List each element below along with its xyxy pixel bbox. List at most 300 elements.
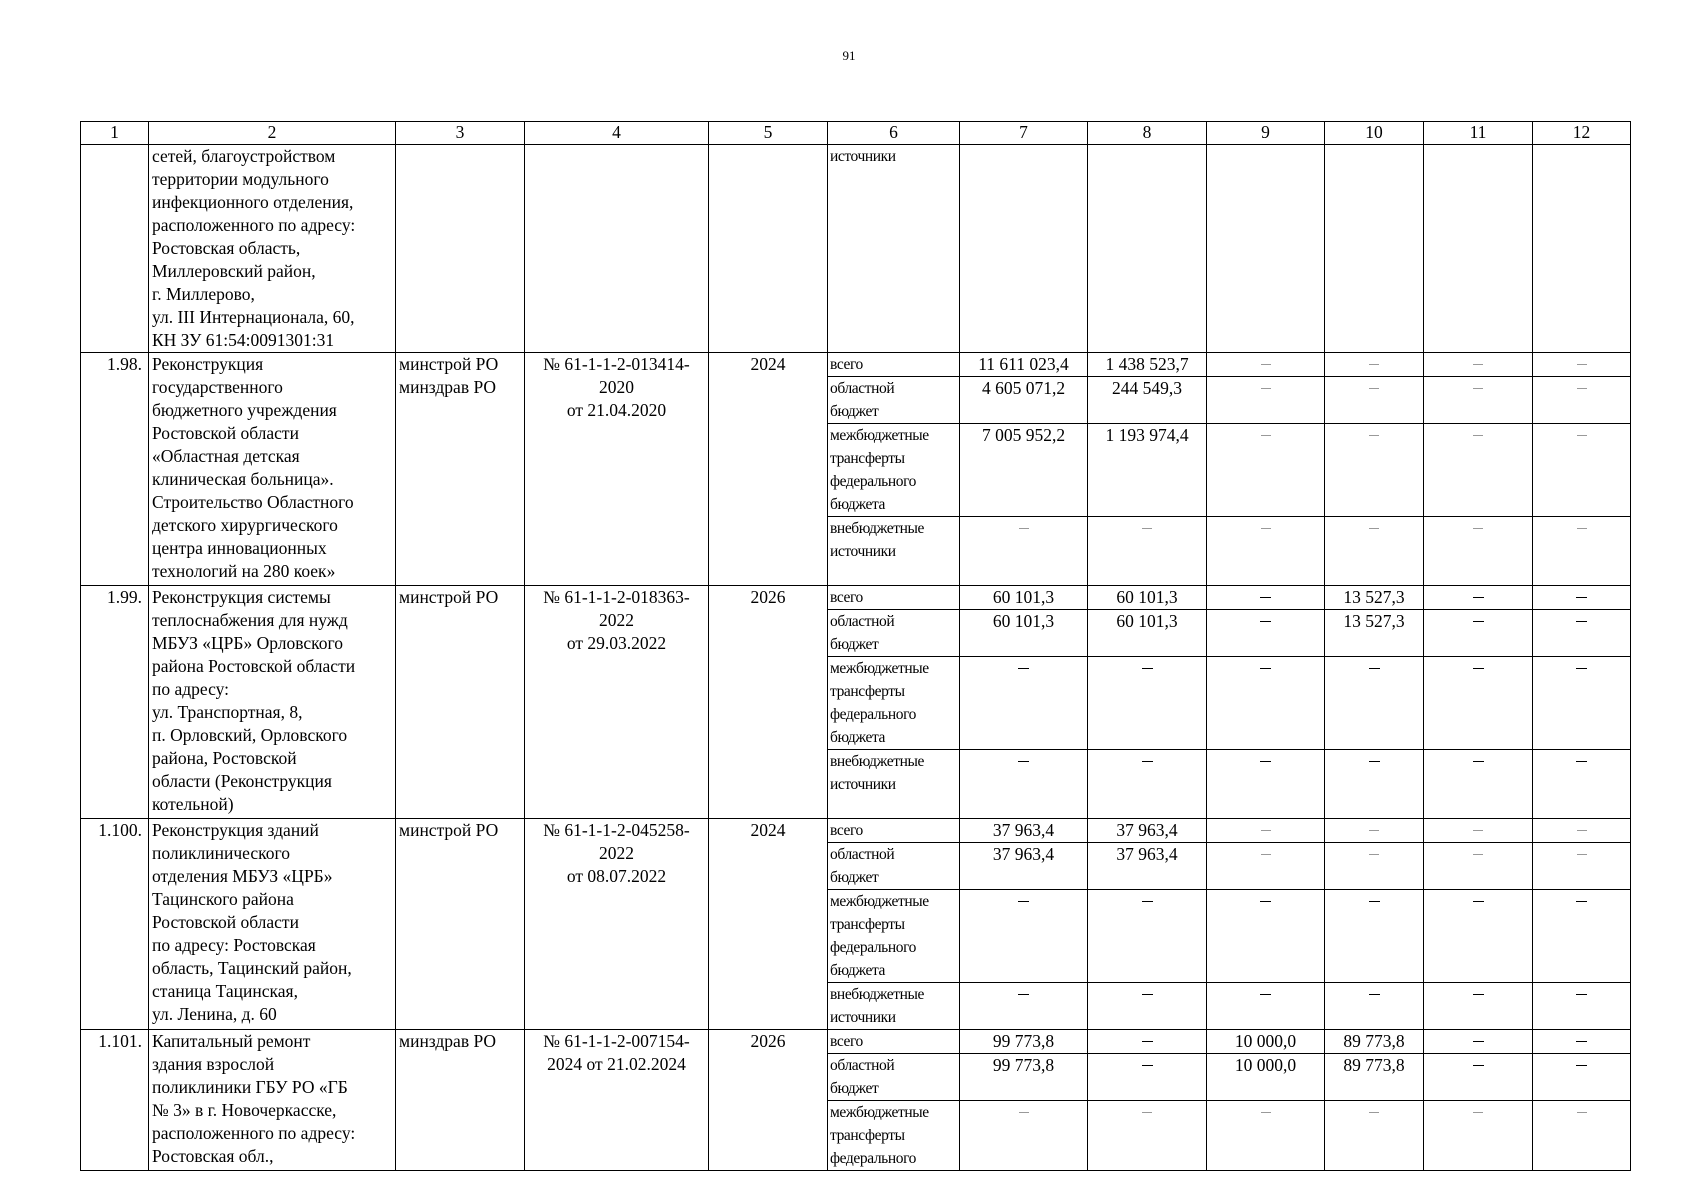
dash-mark (1261, 854, 1271, 855)
text-line: Ростовской области (152, 912, 299, 932)
text-line: бюджет (830, 636, 879, 653)
value-cell (960, 750, 1088, 819)
value-cell: 89 773,8 (1325, 1030, 1424, 1054)
value-cell (1207, 517, 1325, 586)
source (828, 586, 960, 610)
dash-mark (1142, 528, 1152, 529)
financing-table (80, 121, 1631, 1171)
document (525, 353, 709, 586)
text-line: территории модульного (152, 169, 329, 189)
value-cell: 1 438 523,7 (1088, 353, 1207, 377)
value-cell (1424, 657, 1533, 750)
text-line: государственного (152, 377, 283, 397)
value-cell (1088, 1030, 1207, 1054)
value-cell (1533, 353, 1631, 377)
text-line: по адресу: (152, 679, 230, 699)
header-cell: 5 (709, 122, 828, 145)
continuation-row (81, 145, 1631, 353)
value-cell: 60 101,3 (960, 586, 1088, 610)
customer (396, 145, 525, 353)
value-cell: 37 963,4 (960, 843, 1088, 890)
text-line: трансферты (830, 683, 905, 700)
dash-mark (1369, 830, 1379, 831)
value-cell (1207, 610, 1325, 657)
dash-mark (1577, 435, 1587, 436)
dash-mark (1142, 1065, 1153, 1066)
text-line: источники (830, 776, 896, 793)
text-line: расположенного по адресу: (152, 1123, 356, 1143)
value-cell: 37 963,4 (1088, 843, 1207, 890)
text-line: трансферты (830, 916, 905, 933)
dash-mark (1260, 621, 1271, 622)
dash-mark (1142, 668, 1153, 669)
source (828, 750, 960, 819)
text-line: трансферты (830, 450, 905, 467)
dash-mark (1576, 1041, 1587, 1042)
dash-mark (1369, 854, 1379, 855)
text-line: областной (830, 380, 895, 397)
text-line: сетей, благоустройством (152, 146, 336, 166)
source (828, 353, 960, 377)
text-line: района, Ростовской (152, 748, 297, 768)
text-line: источники (830, 543, 896, 560)
text-line: межбюджетные (830, 660, 929, 677)
text-line: минстрой РО (399, 587, 499, 607)
text-line: поликлиники ГБУ РО «ГБ (152, 1077, 348, 1097)
value-cell (1088, 1101, 1207, 1171)
dash-mark (1473, 668, 1484, 669)
text-line: станица Тацинская, (152, 981, 298, 1001)
text-line: Реконструкция системы (152, 587, 331, 607)
value-cell (1325, 750, 1424, 819)
year (709, 145, 828, 353)
text-line: Ростовская область, (152, 238, 301, 258)
dash-mark (1260, 761, 1271, 762)
row-number (81, 145, 149, 353)
text-line: № 61-1-1-2-007154- (543, 1031, 690, 1051)
value-cell (960, 890, 1088, 983)
value-cell: 13 527,3 (1325, 610, 1424, 657)
text-line: г. Миллерово, (152, 284, 255, 304)
value-cell (1424, 1054, 1533, 1101)
value-cell (1325, 377, 1424, 424)
value-cell (1424, 586, 1533, 610)
value-cell: 37 963,4 (960, 819, 1088, 843)
dash-mark (1576, 901, 1587, 902)
dash-mark (1142, 994, 1153, 995)
dash-mark (1576, 597, 1587, 598)
dash-mark (1473, 830, 1483, 831)
text-line: областной (830, 613, 895, 630)
dash-mark (1018, 901, 1029, 902)
source (828, 890, 960, 983)
year: 2024 (709, 819, 828, 1030)
value-cell: 10 000,0 (1207, 1030, 1325, 1054)
text-line: ул. III Интернационала, 60, (152, 307, 355, 327)
dash-mark (1261, 528, 1271, 529)
header-cell: 2 (149, 122, 396, 145)
document (525, 586, 709, 819)
dash-mark (1473, 901, 1484, 902)
value-cell (1325, 843, 1424, 890)
value-cell (1088, 750, 1207, 819)
value-cell (1533, 1030, 1631, 1054)
object-name (149, 145, 396, 353)
value-cell (1533, 983, 1631, 1030)
customer (396, 819, 525, 1030)
dash-mark (1019, 1112, 1029, 1113)
value-cell: 89 773,8 (1325, 1054, 1424, 1101)
header-cell: 9 (1207, 122, 1325, 145)
text-line: трансферты (830, 1127, 905, 1144)
value-cell (960, 657, 1088, 750)
dash-mark (1142, 901, 1153, 902)
dash-mark (1018, 994, 1029, 995)
text-line: Ростовская обл., (152, 1146, 274, 1166)
header-cell: 7 (960, 122, 1088, 145)
value-cell (1424, 1030, 1533, 1054)
text-line: бюджета (830, 962, 885, 979)
header-cell: 4 (525, 122, 709, 145)
text-line: Капитальный ремонт (152, 1031, 311, 1051)
header-cell: 6 (828, 122, 960, 145)
source (828, 377, 960, 424)
dash-mark (1473, 621, 1484, 622)
value-cell (1207, 657, 1325, 750)
value-cell (1207, 819, 1325, 843)
source (828, 424, 960, 517)
value-cell: 11 611 023,4 (960, 353, 1088, 377)
document (525, 1030, 709, 1171)
value-cell (1088, 983, 1207, 1030)
dash-mark (1577, 528, 1587, 529)
object-name (149, 819, 396, 1030)
text-line: района Ростовской области (152, 656, 356, 676)
text-line: всего (830, 589, 863, 606)
text-line: № 61-1-1-2-018363- (543, 587, 690, 607)
dash-mark (1577, 1112, 1587, 1113)
text-line: от 29.03.2022 (566, 633, 667, 653)
value-cell (1533, 1101, 1631, 1171)
value-cell (1088, 890, 1207, 983)
text-line: 2020 (599, 377, 634, 397)
dash-mark (1473, 854, 1483, 855)
year: 2026 (709, 1030, 828, 1171)
value-cell (1325, 819, 1424, 843)
dash-mark (1473, 761, 1484, 762)
dash-mark (1473, 388, 1483, 389)
text-line: бюджета (830, 496, 885, 513)
dash-mark (1261, 1112, 1271, 1113)
value-cell (1207, 750, 1325, 819)
value-cell (1424, 610, 1533, 657)
customer (396, 1030, 525, 1171)
dash-mark (1261, 435, 1271, 436)
value-cell (1533, 610, 1631, 657)
value-cell (1424, 843, 1533, 890)
dash-mark (1473, 1065, 1484, 1066)
text-line: отделения МБУЗ «ЦРБ» (152, 866, 333, 886)
value-cell (1088, 657, 1207, 750)
dash-mark (1261, 364, 1271, 365)
value-cell (1325, 424, 1424, 517)
text-line: п. Орловский, Орловского (152, 725, 348, 745)
row-number: 1.101. (81, 1030, 149, 1171)
text-line: от 21.04.2020 (566, 400, 667, 420)
text-line: технологий на 280 коек» (152, 561, 336, 581)
text-line: клиническая больница». (152, 469, 334, 489)
dash-mark (1018, 668, 1029, 669)
header-cell: 12 (1533, 122, 1631, 145)
value-cell: 4 605 071,2 (960, 377, 1088, 424)
value-cell (1533, 657, 1631, 750)
value-cell (1533, 586, 1631, 610)
value-cell (1325, 145, 1424, 353)
dash-mark (1577, 854, 1587, 855)
value-cell (1088, 1054, 1207, 1101)
page-number: 91 (842, 48, 856, 63)
text-line: межбюджетные (830, 1104, 929, 1121)
text-line: детского хирургического (152, 515, 338, 535)
value-cell (1325, 890, 1424, 983)
value-cell (1533, 145, 1631, 353)
text-line: межбюджетные (830, 893, 929, 910)
text-line: от 08.07.2022 (566, 866, 667, 886)
text-line: 2024 от 21.02.2024 (547, 1054, 686, 1074)
text-line: источники (830, 148, 896, 165)
financing-row (81, 1030, 1631, 1054)
text-line: минздрав РО (399, 377, 497, 397)
text-line: «Областная детская (152, 446, 300, 466)
text-line: Реконструкция зданий (152, 820, 319, 840)
value-cell (1533, 750, 1631, 819)
dash-mark (1473, 435, 1483, 436)
source (828, 517, 960, 586)
value-cell: 60 101,3 (960, 610, 1088, 657)
text-line: МБУЗ «ЦРБ» Орловского (152, 633, 344, 653)
object-name (149, 1030, 396, 1171)
value-cell (1424, 517, 1533, 586)
value-cell (1325, 983, 1424, 1030)
text-line: федерального (830, 1150, 917, 1167)
text-line: Ростовской области (152, 423, 299, 443)
value-cell (1207, 377, 1325, 424)
header-cell: 10 (1325, 122, 1424, 145)
text-line: всего (830, 822, 863, 839)
value-cell: 99 773,8 (960, 1030, 1088, 1054)
year: 2026 (709, 586, 828, 819)
value-cell (1424, 353, 1533, 377)
value-cell: 244 549,3 (1088, 377, 1207, 424)
text-line: котельной) (152, 794, 234, 814)
financing-row (81, 353, 1631, 377)
dash-mark (1369, 528, 1379, 529)
source (828, 1101, 960, 1171)
value-cell (1533, 890, 1631, 983)
text-line: здания взрослой (152, 1054, 275, 1074)
header-cell: 3 (396, 122, 525, 145)
value-cell (1424, 890, 1533, 983)
value-cell: 1 193 974,4 (1088, 424, 1207, 517)
text-line: внебюджетные (830, 986, 925, 1003)
text-line: источники (830, 1009, 896, 1026)
value-cell (1424, 424, 1533, 517)
dash-mark (1576, 994, 1587, 995)
object-name (149, 353, 396, 586)
text-line: по адресу: Ростовская (152, 935, 316, 955)
value-cell (1325, 1101, 1424, 1171)
dash-mark (1473, 528, 1483, 529)
dash-mark (1369, 435, 1379, 436)
text-line: область, Тацинский район, (152, 958, 352, 978)
value-cell: 37 963,4 (1088, 819, 1207, 843)
customer (396, 353, 525, 586)
dash-mark (1260, 668, 1271, 669)
text-line: внебюджетные (830, 753, 925, 770)
text-line: Миллеровский район, (152, 261, 316, 281)
value-cell (1088, 517, 1207, 586)
text-line: областной (830, 1057, 895, 1074)
dash-mark (1369, 901, 1380, 902)
value-cell (960, 517, 1088, 586)
text-line: ул. Транспортная, 8, (152, 702, 303, 722)
text-line: всего (830, 1033, 863, 1050)
document (525, 145, 709, 353)
dash-mark (1473, 1112, 1483, 1113)
value-cell (1533, 819, 1631, 843)
value-cell: 60 101,3 (1088, 586, 1207, 610)
value-cell (1424, 819, 1533, 843)
text-line: Тацинского района (152, 889, 294, 909)
value-cell (960, 145, 1088, 353)
text-line: Реконструкция (152, 354, 264, 374)
text-line: КН ЗУ 61:54:0091301:31 (152, 330, 335, 350)
dash-mark (1473, 597, 1484, 598)
dash-mark (1019, 528, 1029, 529)
text-line: минстрой РО (399, 820, 499, 840)
header-row (81, 122, 1631, 145)
text-line: 2022 (599, 610, 634, 630)
text-line: бюджет (830, 403, 879, 420)
dash-mark (1577, 364, 1587, 365)
text-line: федерального (830, 939, 917, 956)
value-cell (1325, 353, 1424, 377)
value-cell (1088, 145, 1207, 353)
dash-mark (1577, 830, 1587, 831)
text-line: бюджет (830, 1080, 879, 1097)
value-cell (1424, 145, 1533, 353)
source (828, 983, 960, 1030)
value-cell (1207, 145, 1325, 353)
dash-mark (1142, 1041, 1153, 1042)
text-line: федерального (830, 473, 917, 490)
dash-mark (1369, 994, 1380, 995)
value-cell (1533, 377, 1631, 424)
value-cell (960, 1101, 1088, 1171)
text-line: бюджетного учреждения (152, 400, 337, 420)
value-cell (1207, 890, 1325, 983)
value-cell: 10 000,0 (1207, 1054, 1325, 1101)
value-cell (1533, 517, 1631, 586)
text-line: межбюджетные (830, 427, 929, 444)
text-line: всего (830, 356, 863, 373)
header-cell: 8 (1088, 122, 1207, 145)
text-line: поликлинического (152, 843, 290, 863)
value-cell: 7 005 952,2 (960, 424, 1088, 517)
text-line: инфекционного отделения, (152, 192, 354, 212)
text-line: Строительство Областного (152, 492, 354, 512)
value-cell (1207, 843, 1325, 890)
dash-mark (1369, 761, 1380, 762)
dash-mark (1369, 388, 1379, 389)
dash-mark (1260, 901, 1271, 902)
value-cell: 13 527,3 (1325, 586, 1424, 610)
dash-mark (1261, 830, 1271, 831)
text-line: расположенного по адресу: (152, 215, 356, 235)
value-cell (1325, 657, 1424, 750)
value-cell (1207, 1101, 1325, 1171)
text-line: ул. Ленина, д. 60 (152, 1004, 277, 1024)
source (828, 1054, 960, 1101)
value-cell (1207, 353, 1325, 377)
customer (396, 586, 525, 819)
dash-mark (1473, 1041, 1484, 1042)
dash-mark (1576, 621, 1587, 622)
dash-mark (1369, 364, 1379, 365)
dash-mark (1261, 388, 1271, 389)
value-cell (1207, 424, 1325, 517)
row-number: 1.98. (81, 353, 149, 586)
value-cell (1325, 517, 1424, 586)
value-cell (1533, 843, 1631, 890)
value-cell (1424, 1101, 1533, 1171)
value-cell (1533, 424, 1631, 517)
value-cell (1533, 1054, 1631, 1101)
text-line: центра инновационных (152, 538, 327, 558)
dash-mark (1369, 1112, 1379, 1113)
dash-mark (1576, 761, 1587, 762)
value-cell (960, 983, 1088, 1030)
text-line: федерального (830, 706, 917, 723)
row-number: 1.99. (81, 586, 149, 819)
source (828, 843, 960, 890)
text-line: минстрой РО (399, 354, 499, 374)
text-line: области (Реконструкция (152, 771, 332, 791)
value-cell (1424, 750, 1533, 819)
text-line: бюджета (830, 729, 885, 746)
source (828, 145, 960, 353)
value-cell (1424, 377, 1533, 424)
financing-row (81, 586, 1631, 610)
dash-mark (1576, 1065, 1587, 1066)
text-line: № 61-1-1-2-045258- (543, 820, 690, 840)
value-cell (1207, 586, 1325, 610)
dash-mark (1576, 668, 1587, 669)
source (828, 610, 960, 657)
dash-mark (1260, 597, 1271, 598)
dash-mark (1577, 388, 1587, 389)
text-line: внебюджетные (830, 520, 925, 537)
text-line: 2022 (599, 843, 634, 863)
source (828, 1030, 960, 1054)
header-cell: 1 (81, 122, 149, 145)
text-line: № 61-1-1-2-013414- (543, 354, 690, 374)
dash-mark (1473, 994, 1484, 995)
dash-mark (1369, 668, 1380, 669)
source (828, 657, 960, 750)
source (828, 819, 960, 843)
text-line: областной (830, 846, 895, 863)
